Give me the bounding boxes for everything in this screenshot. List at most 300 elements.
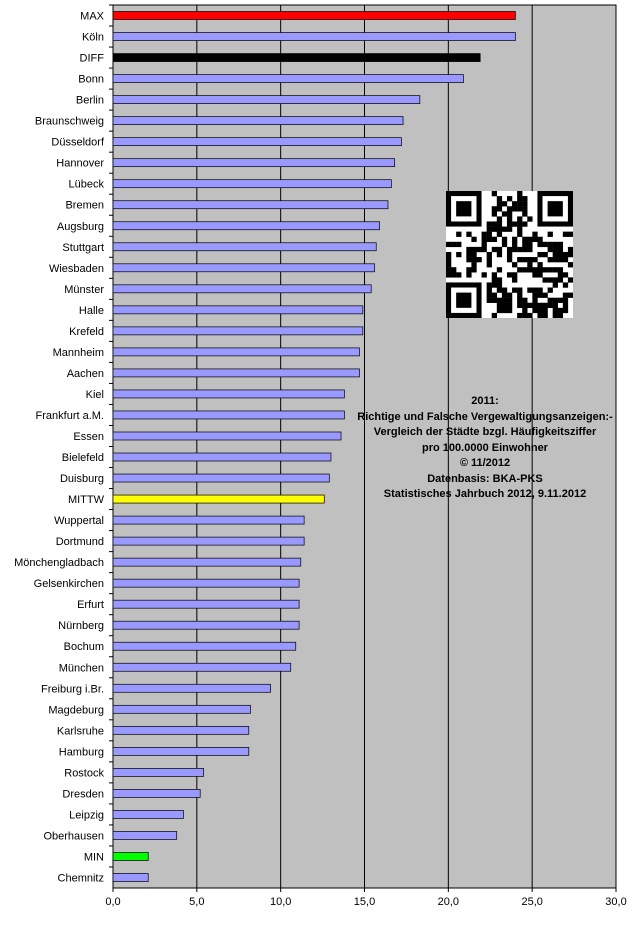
qr-module bbox=[522, 267, 527, 272]
bar bbox=[113, 33, 515, 41]
x-tick-label: 0,0 bbox=[105, 896, 121, 908]
qr-module bbox=[553, 282, 558, 287]
qr-module bbox=[487, 252, 492, 257]
qr-module bbox=[456, 252, 461, 257]
category-labels bbox=[14, 5, 113, 884]
qr-module bbox=[492, 191, 497, 196]
qr-module bbox=[527, 242, 532, 247]
qr-module bbox=[537, 308, 542, 313]
qr-module bbox=[563, 293, 568, 298]
qr-module bbox=[502, 211, 507, 216]
bar bbox=[113, 810, 183, 818]
qr-module bbox=[527, 313, 532, 318]
qr-module bbox=[522, 242, 527, 247]
bar bbox=[113, 432, 341, 440]
qr-module bbox=[502, 227, 507, 232]
qr-module bbox=[517, 216, 522, 221]
category-label: Aachen bbox=[66, 367, 104, 380]
chart-annotation bbox=[340, 394, 630, 503]
qr-module bbox=[522, 196, 527, 201]
qr-module bbox=[527, 247, 532, 252]
qr-module bbox=[532, 293, 537, 298]
qr-finder-core bbox=[456, 201, 471, 216]
category-label: Halle bbox=[78, 304, 104, 317]
qr-module bbox=[558, 308, 563, 313]
qr-module bbox=[507, 196, 512, 201]
qr-module bbox=[563, 257, 568, 262]
qr-module bbox=[466, 247, 471, 252]
qr-module bbox=[456, 242, 461, 247]
qr-module bbox=[537, 237, 542, 242]
qr-module bbox=[543, 313, 548, 318]
qr-module bbox=[558, 247, 563, 252]
qr-module bbox=[476, 257, 481, 262]
x-tick-label: 15,0 bbox=[353, 896, 376, 908]
bar bbox=[113, 642, 296, 650]
qr-module bbox=[522, 247, 527, 252]
qr-module bbox=[507, 308, 512, 313]
qr-module bbox=[512, 262, 517, 267]
qr-module bbox=[497, 201, 502, 206]
category-label: Chemnitz bbox=[57, 872, 104, 885]
category-label: Hannover bbox=[56, 157, 104, 170]
qr-module bbox=[568, 277, 573, 282]
qr-module bbox=[512, 237, 517, 242]
qr-module bbox=[482, 242, 487, 247]
qr-module bbox=[471, 267, 476, 272]
bar bbox=[113, 705, 250, 713]
bar bbox=[113, 285, 371, 293]
annotation-line: Datenbasis: BKA-PKS bbox=[427, 472, 543, 485]
category-label: Magdeburg bbox=[48, 704, 104, 717]
qr-module bbox=[492, 227, 497, 232]
qr-module bbox=[563, 272, 568, 277]
category-label: Dresden bbox=[62, 788, 104, 801]
qr-module bbox=[522, 298, 527, 303]
bar bbox=[113, 369, 359, 377]
bar bbox=[113, 390, 344, 398]
qr-module bbox=[466, 252, 471, 257]
bar bbox=[113, 348, 359, 356]
qr-module bbox=[497, 221, 502, 226]
qr-module bbox=[532, 288, 537, 293]
qr-module bbox=[482, 247, 487, 252]
annotation-line: 2011: bbox=[471, 395, 499, 407]
qr-module bbox=[466, 267, 471, 272]
qr-module bbox=[517, 247, 522, 252]
qr-module bbox=[507, 293, 512, 298]
qr-module bbox=[568, 293, 573, 298]
qr-module bbox=[512, 247, 517, 252]
category-label: Hamburg bbox=[58, 746, 104, 759]
qr-module bbox=[558, 267, 563, 272]
qr-module bbox=[522, 257, 527, 262]
category-label: Kiel bbox=[85, 388, 104, 401]
qr-code-image bbox=[446, 191, 573, 318]
bar bbox=[113, 117, 403, 125]
qr-module bbox=[466, 232, 471, 237]
bar bbox=[113, 474, 329, 482]
qr-module bbox=[563, 303, 568, 308]
qr-module bbox=[563, 232, 568, 237]
bar bbox=[113, 852, 148, 860]
qr-module bbox=[446, 272, 451, 277]
qr-module bbox=[446, 262, 451, 267]
qr-module bbox=[497, 196, 502, 201]
qr-module bbox=[451, 242, 456, 247]
qr-module bbox=[482, 237, 487, 242]
qr-module bbox=[482, 272, 487, 277]
qr-module bbox=[527, 262, 532, 267]
x-tick-label: 20,0 bbox=[437, 896, 460, 908]
qr-module bbox=[522, 206, 527, 211]
qr-module bbox=[487, 257, 492, 262]
qr-module bbox=[497, 277, 502, 282]
category-label: Erfurt bbox=[77, 599, 104, 612]
qr-module bbox=[532, 237, 537, 242]
qr-module bbox=[466, 257, 471, 262]
bar bbox=[113, 516, 304, 524]
qr-module bbox=[527, 303, 532, 308]
qr-module bbox=[487, 293, 492, 298]
qr-module bbox=[446, 252, 451, 257]
bar bbox=[113, 264, 375, 272]
category-label: Stuttgart bbox=[62, 241, 104, 254]
bar bbox=[113, 327, 363, 335]
qr-module bbox=[553, 313, 558, 318]
qr-module bbox=[502, 308, 507, 313]
qr-module bbox=[512, 288, 517, 293]
category-label: Frankfurt a.M. bbox=[35, 409, 104, 422]
qr-module bbox=[532, 267, 537, 272]
qr-module bbox=[532, 232, 537, 237]
qr-module bbox=[497, 206, 502, 211]
qr-module bbox=[548, 242, 553, 247]
qr-module bbox=[537, 288, 542, 293]
category-label: MIN bbox=[83, 851, 104, 864]
qr-module bbox=[487, 282, 492, 287]
qr-module bbox=[492, 237, 497, 242]
category-label: Bremen bbox=[65, 199, 104, 212]
qr-module bbox=[563, 308, 568, 313]
qr-module bbox=[497, 308, 502, 313]
qr-module bbox=[517, 267, 522, 272]
qr-module bbox=[512, 242, 517, 247]
qr-module bbox=[497, 288, 502, 293]
qr-module bbox=[502, 298, 507, 303]
category-label: Köln bbox=[81, 31, 104, 44]
qr-module bbox=[558, 242, 563, 247]
qr-module bbox=[522, 303, 527, 308]
qr-module bbox=[527, 257, 532, 262]
qr-module bbox=[502, 288, 507, 293]
qr-module bbox=[507, 303, 512, 308]
x-axis-ticks bbox=[105, 888, 626, 908]
qr-module bbox=[553, 303, 558, 308]
bar bbox=[113, 411, 344, 419]
x-tick-label: 30,0 bbox=[605, 896, 627, 908]
qr-module bbox=[522, 221, 527, 226]
bar bbox=[113, 201, 388, 209]
category-label: Augsburg bbox=[56, 220, 104, 233]
qr-module bbox=[502, 242, 507, 247]
qr-module bbox=[568, 232, 573, 237]
qr-module bbox=[487, 288, 492, 293]
qr-module bbox=[456, 272, 461, 277]
qr-module bbox=[446, 267, 451, 272]
category-label: Mönchengladbach bbox=[14, 557, 104, 570]
qr-module bbox=[492, 298, 497, 303]
qr-module bbox=[451, 267, 456, 272]
qr-module bbox=[543, 252, 548, 257]
qr-module bbox=[507, 298, 512, 303]
qr-module bbox=[507, 272, 512, 277]
qr-module bbox=[558, 298, 563, 303]
qr-module bbox=[537, 267, 542, 272]
qr-module bbox=[553, 308, 558, 313]
category-label: Bochum bbox=[63, 641, 104, 654]
qr-module bbox=[446, 242, 451, 247]
annotation-line: Vergleich der Städte bzgl. Häufigkeitsziffer bbox=[373, 426, 597, 438]
bar bbox=[113, 537, 304, 545]
qr-module bbox=[492, 282, 497, 287]
qr-module bbox=[537, 252, 542, 257]
qr-module bbox=[497, 227, 502, 232]
category-label: Freiburg i.Br. bbox=[41, 683, 104, 696]
qr-module bbox=[497, 303, 502, 308]
qr-module bbox=[507, 227, 512, 232]
qr-module bbox=[517, 313, 522, 318]
qr-module bbox=[492, 221, 497, 226]
qr-module bbox=[532, 303, 537, 308]
qr-module bbox=[507, 257, 512, 262]
qr-module bbox=[558, 252, 563, 257]
bar bbox=[113, 495, 324, 503]
bar bbox=[113, 768, 204, 776]
category-label: Braunschweig bbox=[34, 115, 104, 128]
qr-module bbox=[482, 232, 487, 237]
category-label: Gelsenkirchen bbox=[33, 578, 104, 591]
qr-module bbox=[522, 211, 527, 216]
qr-module bbox=[507, 211, 512, 216]
qr-module bbox=[471, 262, 476, 267]
category-label: Dortmund bbox=[55, 536, 104, 549]
qr-module bbox=[563, 252, 568, 257]
qr-module bbox=[517, 201, 522, 206]
qr-module bbox=[487, 262, 492, 267]
annotation-line: Statistisches Jahrbuch 2012, 9.11.2012 bbox=[383, 488, 587, 500]
category-label: Duisburg bbox=[59, 473, 104, 486]
bar bbox=[113, 180, 391, 188]
qr-module bbox=[497, 298, 502, 303]
category-label: Leipzig bbox=[69, 809, 104, 822]
qr-module bbox=[558, 257, 563, 262]
qr-module bbox=[512, 272, 517, 277]
qr-module bbox=[517, 288, 522, 293]
bar bbox=[113, 558, 301, 566]
qr-module bbox=[487, 227, 492, 232]
category-label: Krefeld bbox=[69, 325, 104, 338]
qr-module bbox=[537, 313, 542, 318]
qr-module bbox=[558, 313, 563, 318]
qr-module bbox=[537, 293, 542, 298]
qr-module bbox=[492, 206, 497, 211]
qr-module bbox=[537, 262, 542, 267]
qr-module bbox=[527, 267, 532, 272]
qr-module bbox=[492, 247, 497, 252]
bar bbox=[113, 789, 200, 797]
qr-module bbox=[497, 247, 502, 252]
qr-module bbox=[492, 277, 497, 282]
qr-module bbox=[487, 232, 492, 237]
category-label: Oberhausen bbox=[43, 830, 104, 843]
qr-module bbox=[471, 247, 476, 252]
category-label: Rostock bbox=[64, 767, 104, 780]
category-label: Düsseldorf bbox=[51, 136, 104, 149]
qr-module bbox=[532, 308, 537, 313]
category-label: Essen bbox=[73, 430, 104, 443]
qr-module bbox=[553, 247, 558, 252]
qr-module bbox=[543, 293, 548, 298]
qr-finder-core bbox=[548, 201, 563, 216]
qr-module bbox=[548, 257, 553, 262]
qr-module bbox=[512, 221, 517, 226]
bar bbox=[113, 138, 401, 146]
qr-module bbox=[527, 288, 532, 293]
qr-module bbox=[507, 206, 512, 211]
annotation-line: © 11/2012 bbox=[459, 457, 511, 469]
qr-module bbox=[492, 313, 497, 318]
qr-finder-core bbox=[456, 293, 471, 308]
qr-module bbox=[522, 313, 527, 318]
qr-module bbox=[507, 247, 512, 252]
qr-module bbox=[553, 257, 558, 262]
qr-module bbox=[471, 252, 476, 257]
bar bbox=[113, 831, 177, 839]
qr-module bbox=[446, 257, 451, 262]
qr-module bbox=[466, 272, 471, 277]
qr-module bbox=[537, 272, 542, 277]
qr-module bbox=[512, 201, 517, 206]
category-label: MITTW bbox=[67, 494, 104, 507]
bar bbox=[113, 75, 463, 83]
bar bbox=[113, 12, 515, 20]
qr-module bbox=[456, 232, 461, 237]
bar bbox=[113, 96, 420, 104]
qr-module bbox=[492, 293, 497, 298]
category-label: Mannheim bbox=[52, 346, 104, 359]
qr-module bbox=[497, 232, 502, 237]
qr-module bbox=[507, 221, 512, 226]
qr-module bbox=[517, 196, 522, 201]
qr-module bbox=[517, 303, 522, 308]
x-tick-label: 25,0 bbox=[521, 896, 543, 908]
qr-module bbox=[568, 252, 573, 257]
qr-module bbox=[568, 262, 573, 267]
qr-module bbox=[471, 237, 476, 242]
category-label: MAX bbox=[80, 10, 104, 23]
qr-module bbox=[553, 298, 558, 303]
bar bbox=[113, 222, 380, 230]
qr-module bbox=[522, 308, 527, 313]
qr-module bbox=[543, 277, 548, 282]
bar bbox=[113, 159, 395, 167]
qr-module bbox=[471, 257, 476, 262]
qr-module bbox=[532, 272, 537, 277]
category-label: Nürnberg bbox=[58, 620, 104, 633]
category-label: Bonn bbox=[78, 73, 104, 86]
qr-module bbox=[517, 257, 522, 262]
qr-module bbox=[487, 298, 492, 303]
category-label: Karlsruhe bbox=[56, 725, 104, 738]
category-label: DIFF bbox=[79, 52, 104, 65]
qr-module bbox=[548, 277, 553, 282]
bar bbox=[113, 306, 363, 314]
qr-module bbox=[553, 267, 558, 272]
qr-module bbox=[527, 216, 532, 221]
category-label: Berlin bbox=[75, 94, 104, 107]
qr-module bbox=[553, 277, 558, 282]
qr-module bbox=[487, 237, 492, 242]
qr-module bbox=[517, 206, 522, 211]
bar bbox=[113, 54, 480, 62]
bar bbox=[113, 453, 331, 461]
qr-module bbox=[543, 242, 548, 247]
bar bbox=[113, 684, 271, 692]
category-label: Lübeck bbox=[68, 178, 104, 191]
qr-module bbox=[497, 252, 502, 257]
qr-module bbox=[517, 191, 522, 196]
bar bbox=[113, 621, 299, 629]
qr-module bbox=[451, 272, 456, 277]
qr-module bbox=[558, 277, 563, 282]
bar bbox=[113, 873, 148, 881]
category-label: Bielefeld bbox=[61, 452, 104, 465]
qr-module bbox=[502, 237, 507, 242]
qr-module bbox=[502, 303, 507, 308]
bar bbox=[113, 747, 249, 755]
qr-module bbox=[558, 272, 563, 277]
qr-module bbox=[517, 232, 522, 237]
bar bbox=[113, 579, 299, 587]
qr-module bbox=[543, 308, 548, 313]
category-label: Wiesbaden bbox=[48, 262, 104, 275]
qr-module bbox=[563, 282, 568, 287]
qr-module bbox=[492, 272, 497, 277]
qr-module bbox=[548, 288, 553, 293]
qr-module bbox=[522, 237, 527, 242]
x-tick-label: 5,0 bbox=[189, 896, 205, 908]
qr-module bbox=[517, 227, 522, 232]
annotation-line: pro 100.0000 Einwohner bbox=[422, 441, 548, 454]
qr-module bbox=[568, 247, 573, 252]
qr-module bbox=[537, 303, 542, 308]
category-label: München bbox=[58, 662, 104, 675]
qr-module bbox=[537, 242, 542, 247]
qr-module bbox=[487, 221, 492, 226]
qr-module bbox=[532, 298, 537, 303]
qr-module bbox=[553, 252, 558, 257]
qr-module bbox=[492, 211, 497, 216]
qr-module bbox=[548, 247, 553, 252]
qr-module bbox=[517, 293, 522, 298]
qr-module bbox=[543, 267, 548, 272]
x-tick-label: 10,0 bbox=[269, 896, 292, 908]
qr-module bbox=[497, 216, 502, 221]
qr-module bbox=[507, 216, 512, 221]
qr-module bbox=[543, 303, 548, 308]
qr-module bbox=[563, 298, 568, 303]
